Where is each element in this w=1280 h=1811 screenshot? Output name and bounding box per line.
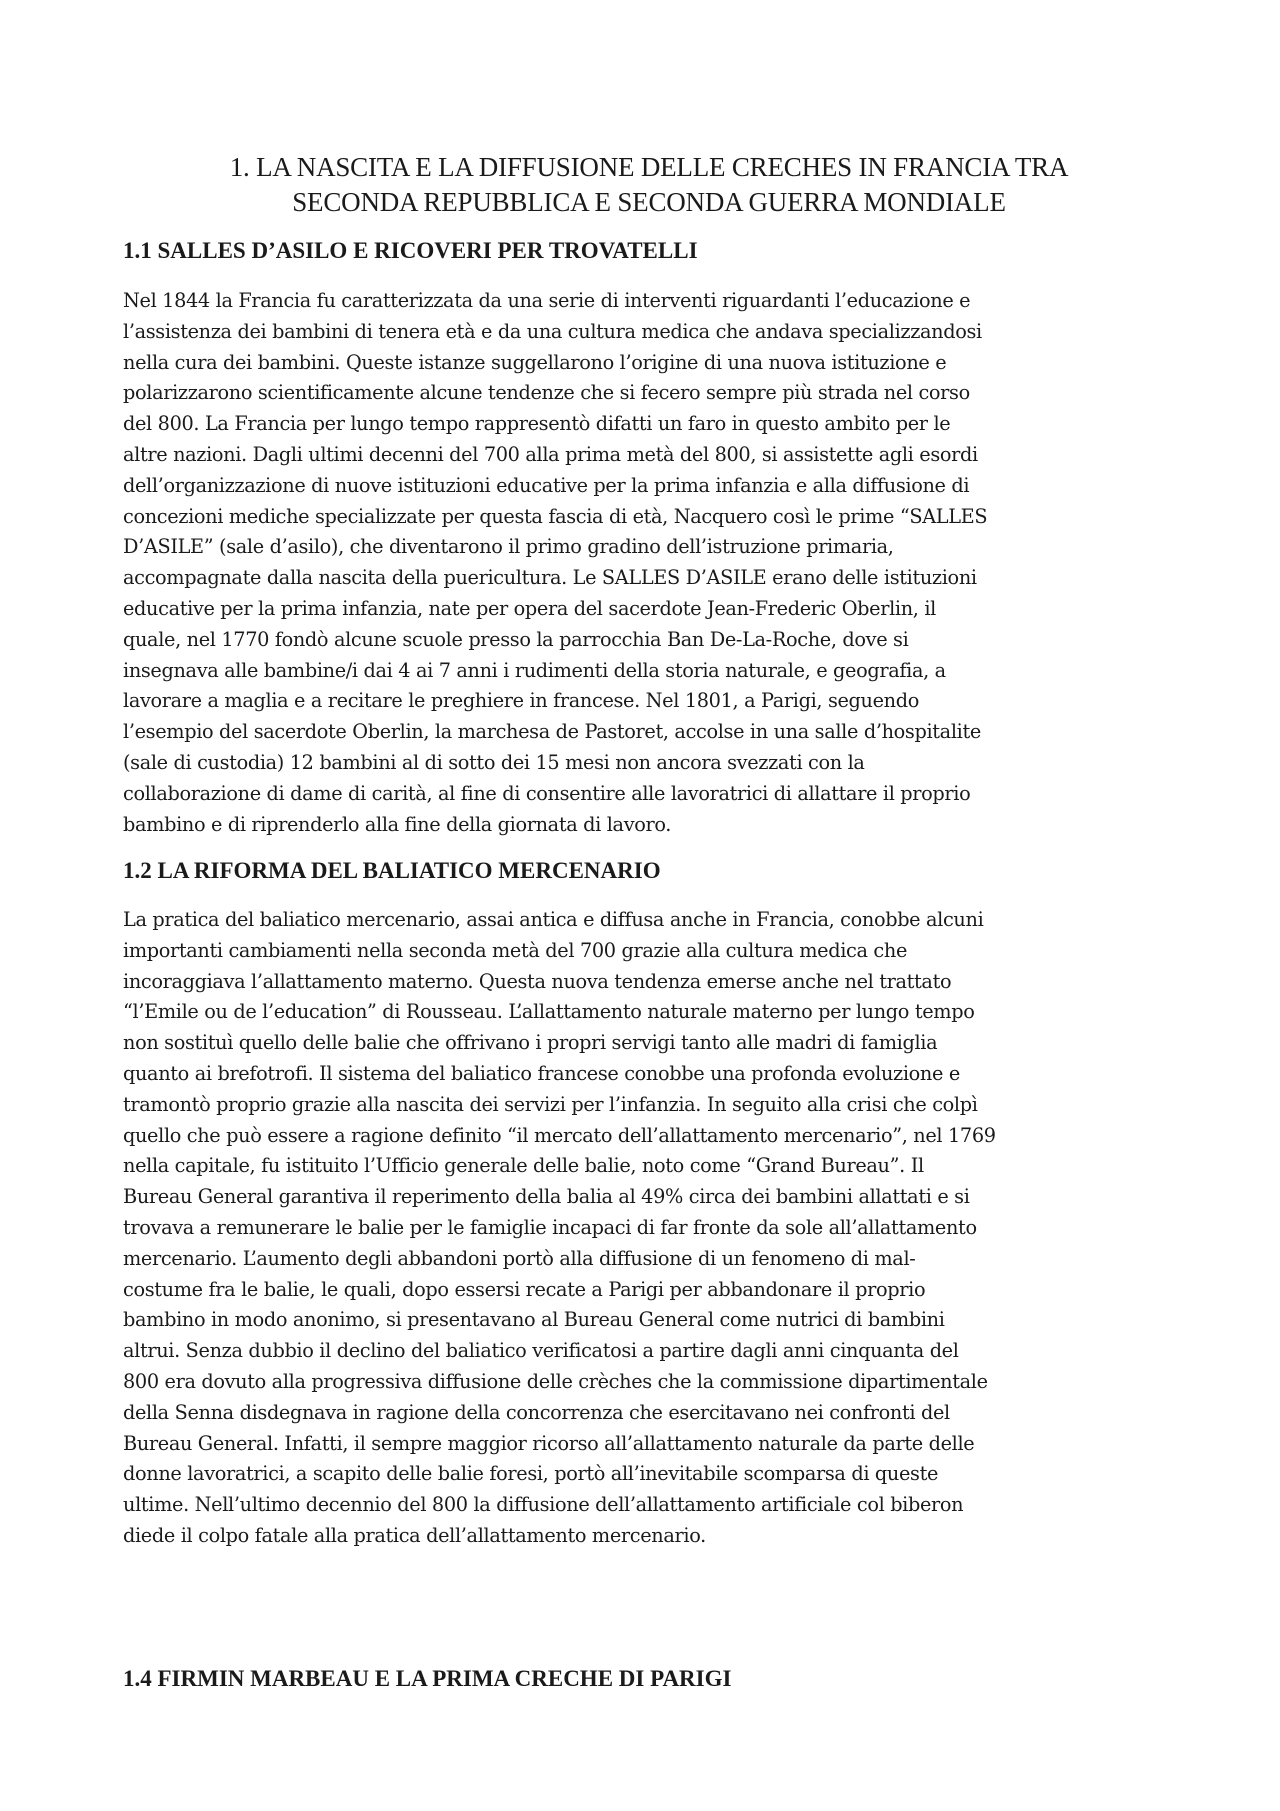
document-title-line-1: 1. LA NASCITA E LA DIFFUSIONE DELLE CRECHES IN FRANCIA TRA: [229, 152, 1069, 182]
paragraph-line: quale, nel 1770 fondò alcune scuole presso la parrocchia Ban De-La-Roche, dove si: [123, 627, 909, 651]
paragraph-line: costume fra le balie, le quali, dopo essersi recate a Parigi per abbandonare il proprio: [123, 1277, 926, 1301]
section-heading-1-1: 1.1 SALLES D’ASILO E RICOVERI PER TROVATELLI: [123, 238, 698, 263]
paragraph-line: bambino e di riprenderlo alla fine della giornata di lavoro.: [123, 812, 672, 836]
paragraph-line: donne lavoratrici, a scapito delle balie foresi, portò all’inevitabile scomparsa di queste: [123, 1462, 939, 1486]
paragraph-line: insegnava alle bambine/i dai 4 ai 7 anni i rudimenti della storia naturale, e geografia, a: [123, 658, 946, 682]
paragraph-line: ultime. Nell’ultimo decennio del 800 la diffusione dell’allattamento artificiale col biberon: [123, 1493, 964, 1517]
paragraph-line: dell’organizzazione di nuove istituzioni educative per la prima infanzia e alla diffusione di: [123, 473, 970, 497]
section-heading-1-2: 1.2 LA RIFORMA DEL BALIATICO MERCENARIO: [123, 858, 661, 883]
paragraph-line: 800 era dovuto alla progressiva diffusione delle crèches che la commissione dipartimentale: [123, 1369, 988, 1393]
document-title-line-2: SECONDA REPUBBLICA E SECONDA GUERRA MONDIALE: [292, 187, 1006, 217]
paragraph-line: l’esempio del sacerdote Oberlin, la marchesa de Pastoret, accolse in una salle d’hospitalite: [123, 720, 981, 744]
paragraph-line: importanti cambiamenti nella seconda metà del 700 grazie alla cultura medica che: [123, 938, 908, 962]
paragraph-line: (sale di custodia) 12 bambini al di sotto dei 15 mesi non ancora svezzati con la: [123, 750, 865, 774]
paragraph-line: Bureau General garantiva il reperimento della balia al 49% circa dei bambini allattati e si: [123, 1185, 970, 1209]
paragraph-line: polarizzarono scientificamente alcune tendenze che si fecero sempre più strada nel corso: [123, 381, 970, 405]
section-1-1-paragraph: [123, 286, 1175, 840]
paragraph-line: tramontò proprio grazie alla nascita dei servizi per l’infanzia. In seguito alla crisi che colpì: [123, 1092, 978, 1116]
paragraph-line: nella cura dei bambini. Queste istanze suggellarono l’origine di una nuova istituzione e: [123, 350, 947, 374]
paragraph-line: concezioni mediche specializzate per questa fascia di età, Nacquero così le prime “SALLES: [123, 504, 988, 528]
paragraph-line: altre nazioni. Dagli ultimi decenni del 700 alla prima metà del 800, si assistette agli esordi: [123, 442, 978, 466]
paragraph-line: lavorare a maglia e a recitare le preghiere in francese. Nel 1801, a Parigi, seguendo: [123, 689, 919, 713]
paragraph-line: Nel 1844 la Francia fu caratterizzata da una serie di interventi riguardanti l’educazione e: [123, 289, 971, 312]
paragraph-line: collaborazione di dame di carità, al fine di consentire alle lavoratrici di allattare il proprio: [123, 781, 971, 805]
paragraph-line: mercenario. L’aumento degli abbandoni portò alla diffusione di un fenomeno di mal-: [123, 1246, 916, 1270]
paragraph-line: del 800. La Francia per lungo tempo rappresentò difatti un faro in questo ambito per le: [123, 412, 951, 436]
paragraph-line: della Senna disdegnava in ragione della concorrenza che esercitavano nei confronti del: [123, 1400, 950, 1424]
section-heading-1-4: 1.4 FIRMIN MARBEAU E LA PRIMA CRECHE DI PARIGI: [123, 1666, 732, 1691]
paragraph-line: La pratica del baliatico mercenario, assai antica e diffusa anche in Francia, conobbe alcuni: [123, 908, 984, 931]
paragraph-line: trovava a remunerare le balie per le famiglie incapaci di far fronte da sole all’allattamento: [123, 1215, 977, 1239]
paragraph-line: educative per la prima infanzia, nate per opera del sacerdote Jean-Frederic Oberlin, il: [123, 596, 936, 620]
paragraph-line: D’ASILE” (sale d’asilo), che diventarono il primo gradino dell’istruzione primaria,: [123, 535, 894, 559]
paragraph-line: diede il colpo fatale alla pratica dell’allattamento mercenario.: [123, 1523, 706, 1547]
paragraph-line: “l’Emile ou de l’education” di Rousseau. L’allattamento naturale materno per lungo tempo: [123, 1000, 975, 1024]
paragraph-line: non sostituì quello delle balie che offrivano i propri servigi tanto alle madri di famiglia: [123, 1031, 938, 1055]
document-title: [123, 150, 1175, 220]
paragraph-line: quanto ai brefotrofi. Il sistema del baliatico francese conobbe una profonda evoluzione e: [123, 1061, 960, 1085]
paragraph-line: altrui. Senza dubbio il declino del baliatico verificatosi a partire dagli anni cinquanta del: [123, 1339, 959, 1363]
paragraph-line: incoraggiava l’allattamento materno. Questa nuova tendenza emerse anche nel trattato: [123, 969, 952, 993]
paragraph-line: nella capitale, fu istituito l’Ufficio generale delle balie, noto come “Grand Bureau”. Il: [123, 1154, 924, 1178]
paragraph-line: bambino in modo anonimo, si presentavano al Bureau General come nutrici di bambini: [123, 1308, 945, 1332]
paragraph-line: quello che può essere a ragione definito “il mercato dell’allattamento mercenario”, nel 1769: [123, 1123, 996, 1147]
section-1-2-paragraph: [123, 905, 1175, 1552]
paragraph-line: accompagnate dalla nascita della puericultura. Le SALLES D’ASILE erano delle istituzioni: [123, 566, 977, 590]
paragraph-line: l’assistenza dei bambini di tenera età e da una cultura medica che andava specializzandosi: [123, 319, 982, 343]
paragraph-line: Bureau General. Infatti, il sempre maggior ricorso all’allattamento naturale da parte delle: [123, 1431, 975, 1455]
